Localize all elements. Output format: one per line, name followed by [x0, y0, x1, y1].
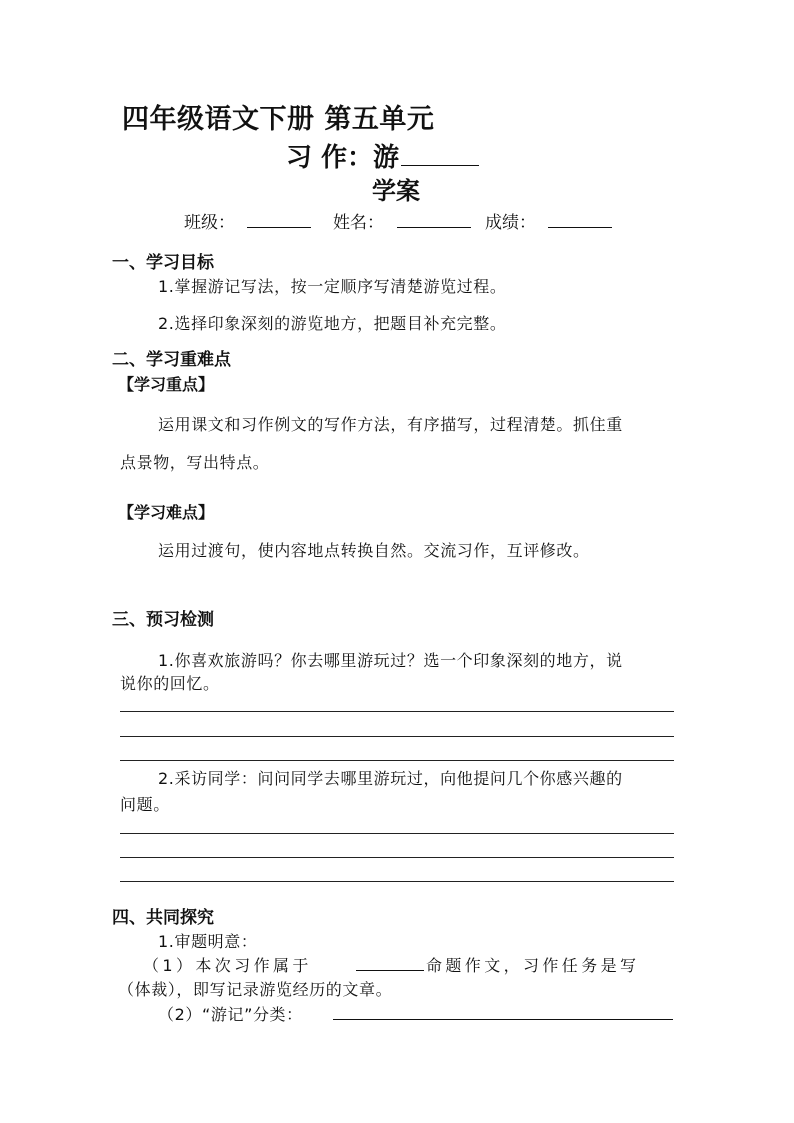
question-1-line2: 说你的回忆。 [120, 674, 220, 693]
difficulty-label: 【学习难点】 [118, 503, 215, 522]
answer-line[interactable] [120, 736, 674, 737]
blank-type[interactable] [356, 970, 424, 971]
name-label: 姓名： [333, 213, 384, 233]
section-heading-goals: 一、学习目标 [112, 253, 214, 273]
answer-line[interactable] [120, 833, 674, 834]
score-blank[interactable] [548, 227, 612, 228]
answer-line[interactable] [120, 881, 674, 882]
explore-item-1: 1.审题明意： [158, 932, 258, 951]
explore-q1-line2: （体裁），即写记录游览经历的文章。 [118, 980, 393, 999]
key-point-text-line1: 运用课文和习作例文的写作方法，有序描写，过程清楚。抓住重 [158, 415, 623, 434]
answer-line[interactable] [120, 711, 674, 712]
question-2-line1: 2.采访同学：问问同学去哪里游玩过，向他提问几个你感兴趣的 [158, 769, 623, 788]
goal-item-2: 2.选择印象深刻的游览地方，把题目补充完整。 [158, 314, 507, 333]
document-title: 四年级语文下册 第五单元 [122, 104, 435, 135]
answer-line[interactable] [120, 760, 674, 761]
explore-q1-part-b: 命题作文，习作任务是写 [426, 956, 640, 975]
class-blank[interactable] [247, 227, 311, 228]
key-point-label: 【学习重点】 [118, 375, 215, 394]
explore-q2-label: （2）“游记”分类： [158, 1005, 303, 1024]
assignment-title [286, 137, 479, 174]
goal-item-1: 1.掌握游记写法，按一定顺序写清楚游览过程。 [158, 277, 507, 296]
class-label: 班级： [184, 213, 235, 233]
question-2-line2: 问题。 [120, 795, 170, 814]
section-heading-preview: 三、预习检测 [112, 610, 214, 630]
key-point-text-line2: 点景物，写出特点。 [120, 453, 270, 472]
difficulty-text: 运用过渡句，使内容地点转换自然。交流习作，互评修改。 [158, 541, 590, 560]
question-1-line1: 1.你喜欢旅游吗？你去哪里游玩过？选一个印象深刻的地方，说 [158, 651, 623, 670]
section-heading-explore: 四、共同探究 [112, 908, 214, 928]
score-label: 成绩： [485, 213, 536, 233]
title-blank[interactable] [401, 141, 479, 166]
explore-q1-part-a: （1）本次习作属于 [143, 956, 312, 975]
name-blank[interactable] [397, 227, 471, 228]
blank-classification[interactable] [333, 1019, 673, 1020]
section-heading-keypoints: 二、学习重难点 [112, 350, 231, 370]
answer-line[interactable] [120, 857, 674, 858]
assignment-title-text: 习 作：游 [286, 143, 400, 173]
doc-type-label: 学案 [372, 177, 420, 205]
